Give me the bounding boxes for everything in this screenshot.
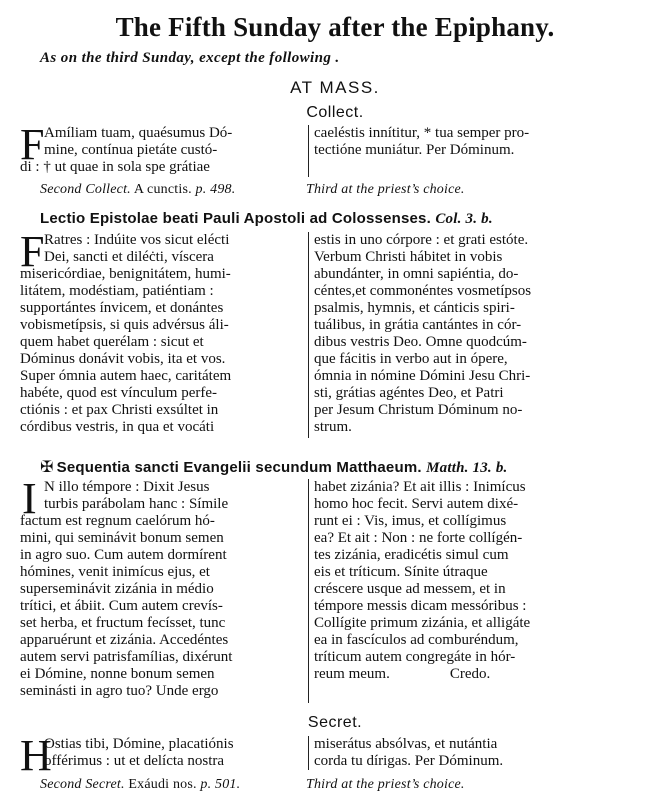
gospel-line: homo hoc fecit. Servi autem dixé- bbox=[314, 496, 519, 512]
epistle-line: ómnia in nómine Dómini Jesu Chri- bbox=[314, 368, 531, 384]
gospel-line: tríticum autem congregáte in hór- bbox=[314, 649, 516, 665]
gospel-line: hómines, venit inimícus ejus, et bbox=[20, 564, 210, 580]
secret-left-column bbox=[20, 731, 303, 780]
epistle-text bbox=[20, 227, 652, 444]
gospel-line: set herba, et fructum fecísset, tunc bbox=[20, 615, 226, 631]
epistle-line: abundánter, in omni sapiéntia, do- bbox=[314, 266, 519, 282]
secret-line: Ostias tibi, Dómine, placatiónis bbox=[44, 736, 234, 752]
gospel-line: apparuérunt et zizánia. Accedéntes bbox=[20, 632, 229, 648]
epistle-line: Dóminus donávit vobis, ita et vos. bbox=[20, 351, 226, 367]
at-mass-heading: AT MASS. bbox=[290, 78, 380, 97]
secret-heading: Secret. bbox=[307, 714, 363, 731]
epistle-line: Ratres : Indúite vos sicut elécti bbox=[44, 232, 230, 248]
credo-label: Credo. bbox=[449, 666, 491, 682]
gospel-line: tes zizánia, eradicétis simul cum bbox=[314, 547, 509, 563]
column-divider bbox=[308, 125, 309, 177]
epistle-line: tuálibus, in grátia cantántes in cór- bbox=[314, 317, 522, 333]
collect-right-column bbox=[314, 125, 614, 159]
epistle-line: Verbum Christi hábitet in vobis bbox=[314, 249, 503, 265]
epistle-line: habéte, quod est vínculum perfe- bbox=[20, 385, 218, 401]
epistle-title: Lectio Epistolae beati Pauli Apostoli ad Colossenses. bbox=[40, 210, 431, 227]
secret-line: miserátus absólvas, et nutántia bbox=[314, 736, 498, 752]
gospel-right-column bbox=[314, 479, 614, 683]
gospel-line: Collígite primum zizánia, et alligáte bbox=[314, 615, 531, 631]
gospel-line: habet zizánia? Et ait illis : Inimícus bbox=[314, 479, 526, 495]
gospel-line: N illo témpore : Dixit Jesus bbox=[44, 479, 210, 495]
secret-line: offérimus : ut et delícta nostra bbox=[44, 753, 225, 769]
third-collect-note: Third at the priest’s choice. bbox=[306, 182, 465, 197]
epistle-line: sti, grátias agéntes Deo, et Patri bbox=[314, 385, 504, 401]
epistle-left-column bbox=[20, 227, 303, 436]
gospel-line: factum est regnum caelórum hó- bbox=[20, 513, 215, 529]
gospel-left-column bbox=[20, 474, 303, 700]
gospel-dropcap: I bbox=[22, 474, 37, 523]
gospel-text bbox=[20, 474, 652, 709]
gospel-line: reum meum. bbox=[314, 666, 390, 682]
cross-icon: ✠ bbox=[40, 459, 54, 476]
gospel-line: ei Dómine, nonne bonum semen bbox=[20, 666, 215, 682]
secret-text bbox=[20, 731, 652, 780]
collect-line: tectióne muniátur. Per Dóminum. bbox=[314, 142, 515, 158]
gospel-line: autem servi patrisfamílias, dixérunt bbox=[20, 649, 233, 665]
gospel-line: eis et tríticum. Sínite útraque bbox=[314, 564, 488, 580]
epistle-line: céntes,et commonéntes vosmetípsos bbox=[314, 283, 532, 299]
second-collect-label: Second Collect. bbox=[40, 182, 131, 197]
epistle-line: vobismetípsis, si quis advérsus áli- bbox=[20, 317, 229, 333]
epistle-line: quem habet querélam : sicut et bbox=[20, 334, 204, 350]
collect-dropcap: F bbox=[20, 120, 45, 169]
second-secret-page: p. 501. bbox=[200, 777, 241, 792]
epistle-line: córdibus vestris, in qua et vocáti bbox=[20, 419, 215, 435]
collect-line: mine, contínua pietáte custó- bbox=[44, 142, 218, 158]
column-divider bbox=[308, 736, 309, 770]
epistle-dropcap: F bbox=[20, 227, 45, 276]
collect-line: Amíliam tuam, quaésumus Dó- bbox=[44, 125, 233, 141]
secret-right-column bbox=[314, 736, 614, 770]
epistle-line: Super ómnia autem haec, caritátem bbox=[20, 368, 232, 384]
gospel-line: trítici, et ábiit. Cum autem crevís- bbox=[20, 598, 223, 614]
epistle-line: Dei, sancti et diléċti, víscera bbox=[44, 249, 214, 265]
column-divider bbox=[308, 232, 309, 438]
epistle-line: ctiónis : et pax Christi exsúltet in bbox=[20, 402, 219, 418]
epistle-heading bbox=[40, 210, 640, 228]
second-collect-note bbox=[40, 182, 235, 198]
second-secret-text: Exáudi nos. bbox=[128, 777, 197, 792]
epistle-line: misericórdiae, benignitátem, humi- bbox=[20, 266, 231, 282]
second-secret-note bbox=[40, 777, 240, 793]
page-subtitle: As on the third Sunday, except the following . bbox=[40, 50, 340, 66]
gospel-line: ea in fascículos ad comburéndum, bbox=[314, 632, 519, 648]
epistle-line: strum. bbox=[314, 419, 352, 435]
collect-line: di : † ut quae in sola spe grátiae bbox=[20, 159, 210, 175]
gospel-reference: Matth. 13. b. bbox=[426, 460, 508, 476]
collect-text bbox=[20, 120, 652, 185]
column-divider bbox=[308, 479, 309, 703]
epistle-line: litátem, modéstiam, patiéntiam : bbox=[20, 283, 214, 299]
gospel-line: runt ei : Vis, imus, et collígimus bbox=[314, 513, 507, 529]
epistle-line: que fácitis in verbo aut in ópere, bbox=[314, 351, 508, 367]
gospel-line: turbis parábolam hanc : Símile bbox=[44, 496, 229, 512]
gospel-title: Sequentia sancti Evangelii secundum Matthaeum. bbox=[56, 459, 422, 476]
secret-dropcap: H bbox=[20, 731, 52, 780]
second-collect-text: A cunctis. bbox=[133, 182, 192, 197]
gospel-line: créscere usque ad messem, et in bbox=[314, 581, 506, 597]
page-title: The Fifth Sunday after the Epiphany. bbox=[115, 12, 555, 42]
third-secret-note: Third at the priest’s choice. bbox=[306, 777, 465, 792]
gospel-line: mini, qui seminávit bonum semen bbox=[20, 530, 224, 546]
collect-line: caeléstis innítitur, * tua semper pro- bbox=[314, 125, 530, 141]
epistle-line: dibus vestris Deo. Omne quodcúm- bbox=[314, 334, 527, 350]
gospel-line: témpore messis dicam messóribus : bbox=[314, 598, 527, 614]
gospel-line: ea? Et ait : Non : ne forte collígén- bbox=[314, 530, 523, 546]
gospel-line: superseminávit zizánia in médio bbox=[20, 581, 214, 597]
second-collect-page: p. 498. bbox=[195, 182, 236, 197]
epistle-line: psalmis, hymnis, et cánticis spiri- bbox=[314, 300, 515, 316]
second-secret-label: Second Secret. bbox=[40, 777, 125, 792]
gospel-heading bbox=[40, 457, 640, 477]
gospel-line: in agro suo. Cum autem dormírent bbox=[20, 547, 227, 563]
collect-left-column bbox=[20, 120, 303, 176]
epistle-line: per Jesum Christum Dóminum no- bbox=[314, 402, 523, 418]
collect-heading: Collect. bbox=[306, 104, 364, 121]
epistle-line: estis in uno córpore : et grati estóte. bbox=[314, 232, 529, 248]
epistle-reference: Col. 3. b. bbox=[435, 211, 493, 227]
gospel-line: seminásti in agro tuo? Unde ergo bbox=[20, 683, 219, 699]
epistle-line: supportántes ínvicem, et donántes bbox=[20, 300, 224, 316]
epistle-right-column bbox=[314, 232, 614, 436]
secret-line: corda tu dírigas. Per Dóminum. bbox=[314, 753, 504, 769]
gospel-last-line bbox=[314, 666, 614, 683]
